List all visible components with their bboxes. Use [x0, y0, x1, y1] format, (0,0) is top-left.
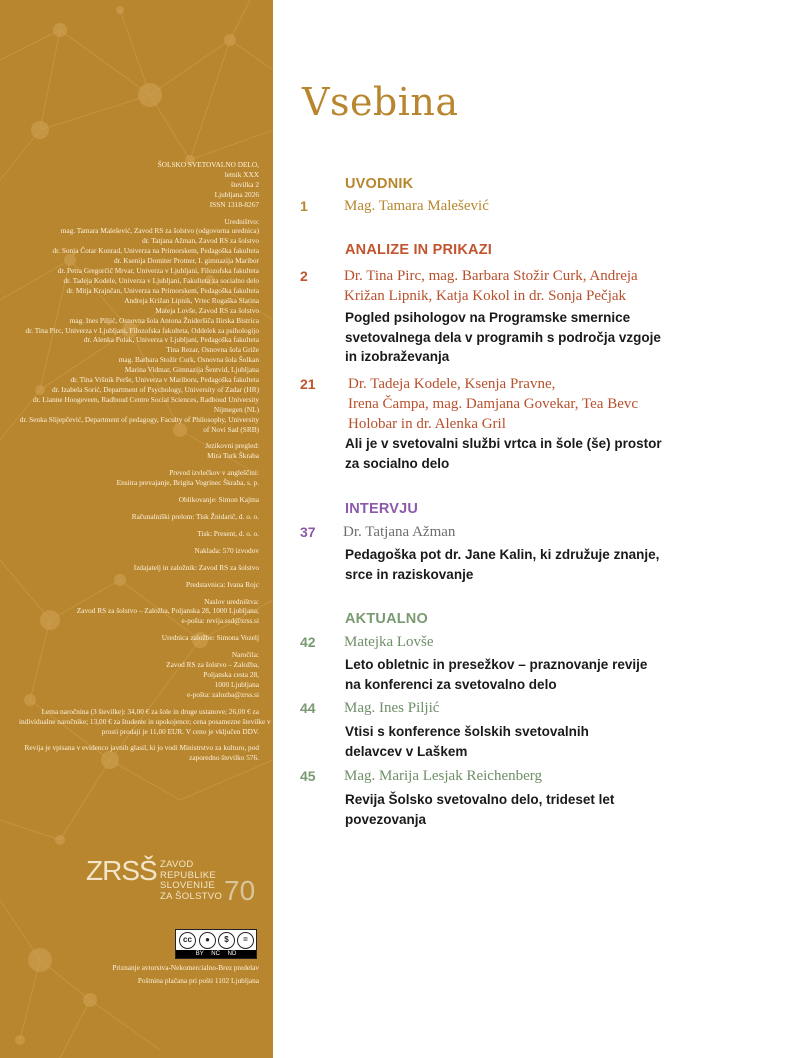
- imprint-line: zaporedno številko 576.: [189, 753, 259, 763]
- title-line: Pedagoška pot dr. Jane Kalin, ki združuje znanje,: [345, 547, 660, 562]
- toc-article-title[interactable]: [345, 722, 665, 761]
- author-line: Mag. Tamara Malešević: [344, 198, 489, 214]
- by-icon: ●: [199, 932, 216, 949]
- cc-license-badge: [175, 929, 257, 959]
- title-line: svetovalnega dela v programih s področja vzgoje: [345, 329, 661, 345]
- imprint-spacer: [19, 488, 259, 495]
- imprint-line: dr. Sonja Čotar Konrad, Univerza na Primorskem, Pedagoška fakulteta: [52, 246, 259, 256]
- imprint-line: Poljanska cesta 28,: [203, 669, 259, 679]
- imprint-spacer: [19, 461, 259, 468]
- title-line: Ali je v svetovalni službi vrtca in šole (še) prostor: [345, 436, 662, 451]
- toc-authors: [344, 266, 664, 306]
- imprint-spacer: [19, 626, 259, 633]
- imprint-spacer: [19, 556, 259, 563]
- imprint-line: mag. Tamara Malešević, Zavod RS za šolstvo (odgovorna urednica): [60, 226, 259, 236]
- toc-article-title[interactable]: [345, 308, 665, 367]
- title-line: na konferenci za svetovalno delo: [345, 676, 557, 692]
- imprint-line: prosti prodaji je 11,00 EUR. V ceno je vključen DDV.: [101, 726, 259, 736]
- imprint-line: ŠOLSKO SVETOVALNO DELO,: [157, 160, 259, 169]
- title-line: za socialno delo: [345, 455, 450, 471]
- imprint-line: Marina Vidmar, Gimnazija Šentvid, Ljubljana: [124, 365, 259, 375]
- imprint-line: Naslov uredništva:: [204, 596, 259, 606]
- imprint-line: Mateja Lovše, Zavod RS za šolstvo: [155, 305, 259, 315]
- imprint-line: e-pošta: zalozba@zrss.si: [187, 689, 259, 699]
- imprint-line: Letna naročnina (3 številke): 34,00 € za šole in druge ustanove; 26,00 € za: [41, 706, 259, 716]
- imprint-line: dr. Tina Pirc, Univerza v Ljubljani, Filozofska fakulteta, Oddelek za psihologijo: [25, 325, 259, 335]
- logo-anniversary: 70: [224, 875, 256, 906]
- imprint-line: e-pošta: revija.ssd@zrss.si: [181, 616, 259, 626]
- logo-line: ZA ŠOLSTVO: [160, 890, 223, 902]
- toc-page-number: 21: [300, 376, 316, 392]
- imprint-line: dr. Mitja Krajnčan, Univerza na Primorskem, Pedagoška fakulteta: [66, 285, 259, 295]
- toc-page-number: 1: [300, 198, 308, 214]
- imprint-spacer: [19, 573, 259, 580]
- imprint-line: dr. Petra Gregorčič Mrvar, Univerza v Ljubljani, Filozofska fakulteta: [57, 266, 259, 276]
- imprint-line: dr. Tadeja Kodele, Univerza v Ljubljani, Fakulteta za socialno delo: [63, 275, 259, 285]
- toc-authors: [348, 374, 668, 434]
- section-heading: UVODNIK: [345, 176, 414, 192]
- toc-page-number: 2: [300, 268, 308, 284]
- license-line: Priznanje avtorstva-Nekomercialno-Brez predelav: [112, 963, 259, 972]
- logo-mark: ZRSŠ: [86, 855, 157, 886]
- imprint-line: Oblikovanje: Simon Kajtna: [178, 495, 259, 505]
- toc-page-number: 45: [300, 768, 316, 784]
- section-heading: ANALIZE IN PRIKAZI: [345, 242, 492, 258]
- toc-authors: [344, 766, 664, 786]
- imprint-line: dr. Alenka Polak, Univerza v Ljubljani, Pedagoška fakulteta: [83, 335, 259, 345]
- nd-icon: =: [237, 932, 254, 949]
- imprint-line: Izdajatelj in založnik: Zavod RS za šolstvo: [133, 562, 259, 572]
- imprint-line: Urednica založbe: Simona Vozelj: [161, 633, 259, 643]
- imprint-line: Ljubljana 2026: [214, 189, 259, 199]
- author-line: Dr. Tina Pirc, mag. Barbara Stožir Curk, Andreja: [344, 268, 638, 284]
- imprint-line: Prevod izvlečkov v angleščini:: [169, 468, 259, 478]
- title-line: Leto obletnic in presežkov – praznovanje revije: [345, 657, 648, 672]
- toc-article-title[interactable]: [345, 790, 665, 829]
- table-of-contents: [273, 0, 794, 1058]
- author-line: Holobar in dr. Alenka Gril: [348, 416, 506, 432]
- imprint-spacer: [19, 539, 259, 546]
- imprint-line: Naročila:: [231, 650, 259, 660]
- toc-authors: [344, 698, 664, 718]
- imprint-text: [19, 160, 271, 763]
- title-line: povezovanja: [345, 811, 427, 827]
- imprint-line: letnik XXX: [224, 169, 259, 179]
- toc-page-number: 44: [300, 700, 316, 716]
- imprint-line: dr. Senka Slijepčević, Department of pedagogy, Faculty of Philosophy, University: [19, 414, 259, 424]
- imprint-line: Naklada: 570 izvodov: [194, 545, 259, 555]
- author-line: Dr. Tatjana Ažman: [343, 524, 456, 540]
- title-line: in izobraževanja: [345, 349, 450, 364]
- imprint-line: Jezikovni pregled:: [205, 441, 259, 451]
- imprint-line: dr. Tina Vršnik Perše, Univerza v Mariboru, Pedagoška fakulteta: [70, 375, 259, 385]
- nc-icon: $: [218, 932, 235, 949]
- imprint-line: Predstavnica: Ivana Rojc: [186, 579, 259, 589]
- imprint-spacer: [19, 736, 259, 743]
- imprint-line: Ensitra prevajanje, Brigita Vogrinec Škraba, s. p.: [116, 478, 259, 488]
- imprint-line: 1000 Ljubljana: [214, 679, 259, 689]
- title-line: Vtisi s konference šolskih svetovalnih: [345, 724, 589, 739]
- imprint-line: dr. Ksenija Domiter Protner, I. gimnazija Maribor: [113, 256, 259, 266]
- imprint-spacer: [19, 590, 259, 597]
- toc-page-number: 42: [300, 634, 316, 650]
- toc-authors: [344, 196, 664, 216]
- imprint-line: številka 2: [230, 179, 259, 189]
- logo-line: ZAVOD: [160, 859, 194, 870]
- toc-article-title[interactable]: [345, 655, 665, 694]
- toc-article-title[interactable]: [345, 434, 665, 473]
- toc-article-title[interactable]: [345, 545, 665, 584]
- section-heading: INTERVJU: [345, 501, 419, 517]
- imprint-spacer: [19, 700, 259, 707]
- imprint-spacer: [19, 505, 259, 512]
- imprint-line: Zavod RS za šolstvo – Založba, Poljanska 28, 1000 Ljubljana;: [76, 606, 259, 616]
- imprint-line: mag. Ines Piljić, Osnovna šola Antona Žnideršiča Ilirska Bistrica: [69, 315, 259, 325]
- imprint-line: Mira Turk Škraba: [207, 451, 259, 461]
- license-line: Poštnina plačana pri pošti 1102 Ljubljana: [137, 975, 259, 985]
- imprint-line: Zavod RS za šolstvo – Založba,: [166, 660, 259, 670]
- imprint-line: Tisk: Present, d. o. o.: [197, 528, 259, 538]
- page-title: Vsebina: [302, 80, 459, 124]
- imprint-line: dr. Izabela Sorić, Department of Psychology, University of Zadar (HR): [51, 384, 259, 394]
- imprint-line: dr. Tatjana Ažman, Zavod RS za šolstvo: [142, 236, 259, 246]
- section-heading: AKTUALNO: [345, 611, 428, 627]
- author-line: Mag. Ines Piljić: [344, 700, 440, 716]
- toc-authors: [343, 522, 663, 542]
- toc-authors: [344, 632, 664, 652]
- imprint-line: Andreja Križan Lipnik, Vrtec Rogaška Slatina: [124, 295, 259, 305]
- license-text: [19, 962, 259, 987]
- imprint-spacer: [19, 210, 259, 217]
- imprint-line: mag. Barbara Stožir Curk, Osnovna šola Šolkan: [118, 355, 259, 365]
- author-line: Irena Čampa, mag. Damjana Govekar, Tea Bevc: [348, 396, 639, 412]
- cc-icon: cc: [179, 932, 196, 949]
- toc-page-number: 37: [300, 524, 316, 540]
- cc-labels: BY NC ND: [176, 950, 256, 958]
- imprint-line: Tina Rezar, Osnovna šola Griže: [166, 345, 259, 355]
- author-line: Dr. Tadeja Kodele, Ksenja Pravne,: [348, 376, 556, 392]
- imprint-spacer: [19, 643, 259, 650]
- imprint-line: dr. Lianne Hoogeveen, Radboud Centre Social Sciences, Radboud University: [33, 394, 259, 404]
- imprint-line: of Novi Sad (SRB): [203, 424, 259, 434]
- imprint-line: individualne naročnike; 13,00 € za študente in upokojence; cena posamezne številke v: [19, 716, 271, 726]
- title-line: Revija Šolsko svetovalno delo, trideset let: [345, 792, 615, 807]
- imprint-line: Računalniški prelom: Tisk Žnidarič, d. o. o.: [131, 512, 259, 521]
- logo-line: REPUBLIKE SLOVENIJE: [160, 869, 217, 891]
- imprint-line: Revija je vpisana v evidenco javnih glasil, ki jo vodi Ministrstvo za kulturo, pod: [24, 743, 259, 753]
- imprint-spacer: [19, 434, 259, 441]
- author-line: Križan Lipnik, Katja Kokol in dr. Sonja Pečjak: [344, 288, 627, 304]
- author-line: Matejka Lovše: [344, 634, 434, 650]
- imprint-line: Uredništvo:: [224, 216, 259, 226]
- imprint-spacer: [19, 522, 259, 529]
- zrss-logo: [86, 855, 266, 915]
- imprint-line: ISSN 1318-8267: [209, 199, 259, 209]
- title-line: delavcev v Laškem: [345, 743, 468, 759]
- author-line: Mag. Marija Lesjak Reichenberg: [344, 768, 542, 784]
- title-line: srce in raziskovanje: [345, 566, 474, 582]
- title-line: Pogled psihologov na Programske smernice: [345, 310, 631, 325]
- imprint-line: Nijmegen (NL): [213, 404, 259, 414]
- sidebar-imprint: [0, 0, 273, 1058]
